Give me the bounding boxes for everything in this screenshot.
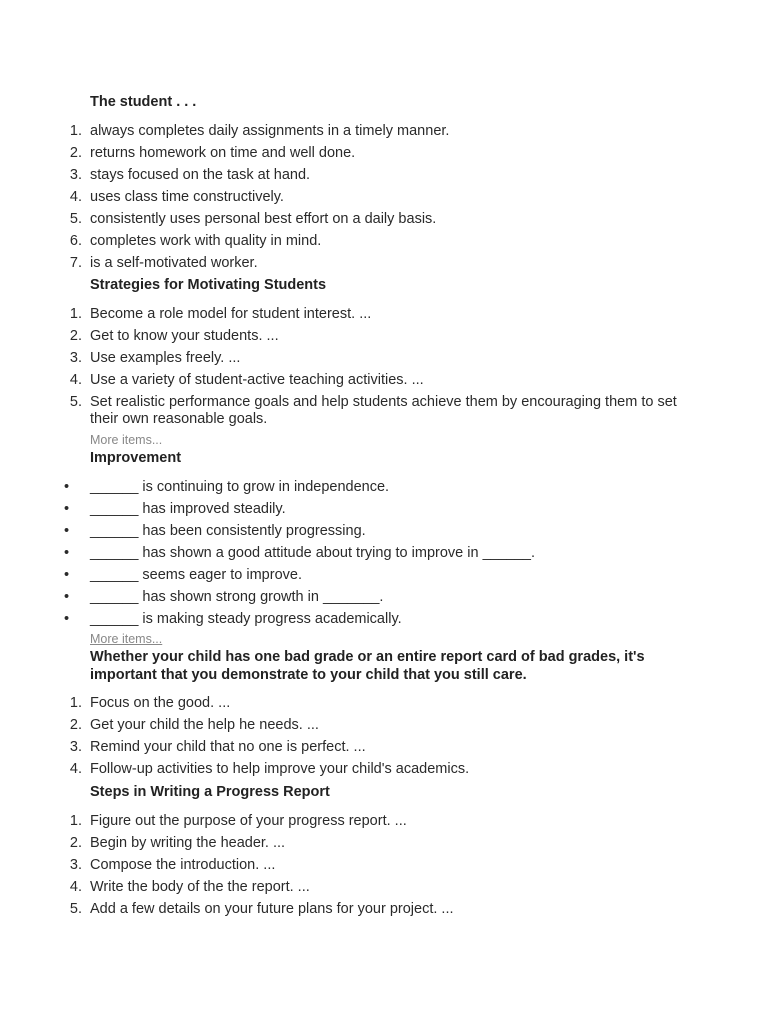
list-item: 1. Focus on the good. ... — [69, 695, 231, 711]
more-items-link[interactable]: More items... — [90, 433, 163, 447]
strategies-list — [0, 306, 768, 430]
bad-grades-list — [0, 695, 768, 783]
section-heading-student: The student . . . — [90, 94, 197, 110]
list-item: 4. Follow-up activities to help improve your child's academics. — [69, 761, 470, 777]
list-item: • ______ is making steady progress academically. — [64, 611, 402, 627]
list-item: 1. Figure out the purpose of your progress report. ... — [69, 813, 407, 829]
more-items-link[interactable]: More items... — [90, 632, 163, 646]
list-item: 3. stays focused on the task at hand. — [69, 167, 311, 183]
list-item: 5. consistently uses personal best effort on a daily basis. — [69, 211, 437, 227]
list-item: • ______ has shown strong growth in _______. — [64, 589, 384, 605]
list-item: • ______ has improved steadily. — [64, 501, 286, 517]
list-item: 2. Get to know your students. ... — [69, 328, 279, 344]
list-item: 4. Write the body of the the report. ... — [69, 879, 310, 895]
list-item: 2. Get your child the help he needs. ... — [69, 717, 319, 733]
list-item: 1. always completes daily assignments in a timely manner. — [69, 123, 450, 139]
section-heading-improvement: Improvement — [90, 450, 182, 466]
list-item: 2. returns homework on time and well done. — [69, 145, 356, 161]
list-item: 1. Become a role model for student interest. ... — [69, 306, 372, 322]
list-item: • ______ seems eager to improve. — [64, 567, 302, 583]
student-qualities-list — [0, 123, 768, 277]
section-heading-progress-report: Steps in Writing a Progress Report — [90, 784, 330, 800]
list-item: 7. is a self-motivated worker. — [69, 255, 258, 271]
list-item: • ______ is continuing to grow in independence. — [64, 479, 390, 495]
progress-report-steps-list — [0, 813, 768, 923]
list-item: 5. Set realistic performance goals and help students achieve them by encouraging them to set their own reasonable goals. — [69, 394, 677, 427]
improvement-list — [0, 479, 768, 633]
list-item: • ______ has shown a good attitude about trying to improve in ______. — [64, 545, 535, 561]
list-item: 5. Add a few details on your future plans for your project. ... — [69, 901, 454, 917]
list-item: 4. Use a variety of student-active teaching activities. ... — [69, 372, 424, 388]
list-item: 3. Compose the introduction. ... — [69, 857, 276, 873]
list-item: 4. uses class time constructively. — [69, 189, 284, 205]
list-item: 2. Begin by writing the header. ... — [69, 835, 286, 851]
section-heading-bad-grades: Whether your child has one bad grade or an entire report card of bad grades, it's important that you demonstrate to your child that you still care. — [90, 649, 645, 683]
list-item: 6. completes work with quality in mind. — [69, 233, 322, 249]
section-heading-strategies: Strategies for Motivating Students — [90, 277, 327, 293]
list-item: 3. Use examples freely. ... — [69, 350, 241, 366]
list-item: • ______ has been consistently progressing. — [64, 523, 366, 539]
list-item: 3. Remind your child that no one is perfect. ... — [69, 739, 366, 755]
